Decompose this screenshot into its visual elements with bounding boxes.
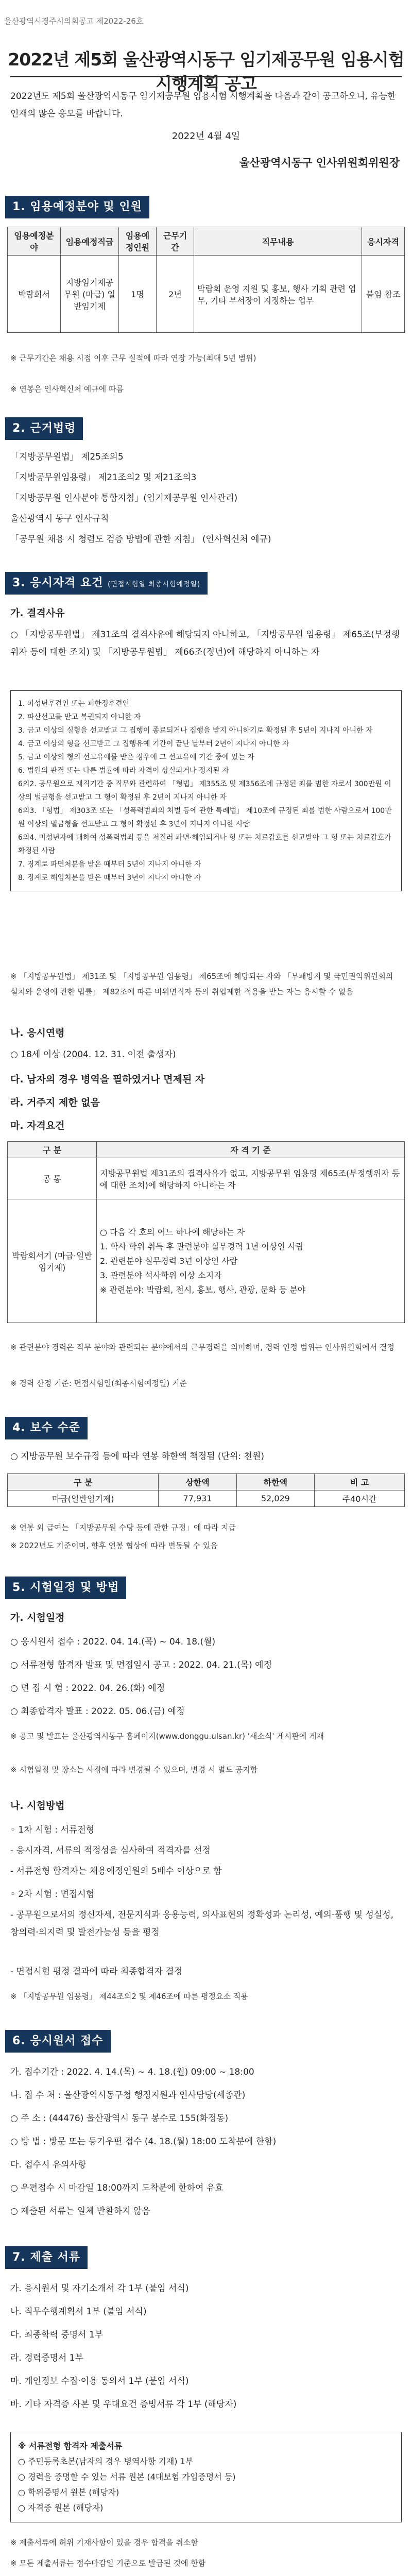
schedule-note: ※ 시험일정 및 장소는 사정에 따라 변경될 수 있으며, 변경 시 별도 공지함 bbox=[10, 1765, 258, 1774]
table-cell: 박람회서기 (마급·일반임기제) bbox=[8, 1199, 97, 1323]
document-note: ※ 모든 제출서류는 접수마감일 기준으로 발급된 것에 한함 bbox=[10, 2558, 206, 2568]
salary-note: ※ 2022년도 기준이며, 향후 연봉 협상에 따라 변동될 수 있음 bbox=[10, 1541, 218, 1550]
section-7-heading: 7. 제출 서류 bbox=[5, 2246, 88, 2269]
table-cell: 지방공무원법 제31조의 결격사유가 없고, 지방공무원 임용령 제65조(부정행위자 등에 대한 조치)에 해당하지 아니하는 자 bbox=[97, 1158, 405, 1199]
list-item: 5. 금고 이상의 형의 선고유예를 받은 경우에 그 선고유예 기간 중에 있는 자 bbox=[18, 753, 254, 761]
table-header-row bbox=[8, 1474, 405, 1490]
table-header-row bbox=[8, 227, 405, 256]
section-3-title: 3. 응시자격 요건 bbox=[12, 577, 104, 589]
schedule-note: ※ 공고 및 발표는 울산광역시동구 홈페이지(www.donggu.ulsan.kr) '새소식' 게시판에 게재 bbox=[10, 1732, 324, 1741]
table-row bbox=[8, 1158, 405, 1199]
list-item: 6의3. 「형법」 제303조 또는 「성폭력범죄의 처벌 등에 관한 특례법」 제10조에 규정된 죄를 범한 사람으로서 100만원 이상의 벌금형을 선고받고 그 형이 확정된 후 3년이 지나지 아니한 사람 bbox=[18, 807, 392, 828]
section-6-heading: 6. 응시원서 접수 bbox=[5, 2030, 111, 2053]
section-1-note: ※ 연봉은 인사혁신처 예규에 따름 bbox=[10, 384, 124, 394]
table-header: 근무기간 bbox=[157, 227, 194, 256]
list-item: 6의2. 공무원으로 재직기간 중 직무와 관련하여 「형법」 제355조 및 제356조에 규정된 죄를 범한 자로서 300만원 이상의 벌금형을 선고받고 그 형이 확정된 후 2년이 지나지 아니한 자 bbox=[18, 780, 391, 802]
method-item: - 면접시험 평정 결과에 따라 최종합격자 결정 bbox=[10, 1967, 183, 1977]
table-cell: 지방임기제공무원 (마급) 일반임기제 bbox=[61, 256, 119, 333]
document-item: 가. 응시원서 및 자기소개서 각 1부 (붙임 서식) bbox=[10, 2283, 189, 2294]
requirements-table bbox=[7, 1141, 405, 1323]
announcement-date: 2022년 4월 4일 bbox=[171, 131, 241, 142]
law-item: 울산광역시 동구 인사규칙 bbox=[10, 514, 109, 524]
table-cell: 붙임 참조 bbox=[362, 256, 405, 333]
method-item: - 응시자격, 서류의 적정성을 심사하여 적격자를 선정 bbox=[10, 1845, 211, 1856]
requirements-note: ※ 경력 산정 기준: 면접시험일(최종시험예정일) 기준 bbox=[10, 1379, 187, 1388]
section-1-note: ※ 근무기간은 채용 시점 이후 근무 실적에 따라 연장 가능(최대 5년 범위) bbox=[10, 353, 256, 363]
disqualification-list bbox=[10, 690, 402, 891]
subsection-title: 마. 자격요건 bbox=[10, 1120, 65, 1131]
requirements-note: ※ 관련분야 경력은 직무 분야와 관련되는 분야에서의 근무경력을 의미하며, 경력 인정 범위는 인사위원회에서 결정 bbox=[10, 1343, 394, 1352]
list-item: ○ 주민등록초본(남자의 경우 병역사항 기재) 1부 bbox=[18, 2456, 194, 2466]
table-header: 응시자격 bbox=[362, 227, 405, 256]
table-cell: 77,931 bbox=[159, 1490, 236, 1507]
age-requirement: ○ 18세 이상 (2004. 12. 31. 이전 출생자) bbox=[10, 1049, 176, 1060]
application-item: ○ 주 소 : (44476) 울산광역시 동구 봉수로 155(화정동) bbox=[10, 2113, 229, 2124]
method-item: ◦ 2차 시험 : 면접시험 bbox=[10, 1889, 95, 1900]
table-row bbox=[8, 1490, 405, 1507]
list-item: 3. 금고 이상의 실형을 선고받고 그 집행이 종료되거나 집행을 받지 아니하기로 확정된 후 5년이 지나지 아니한 자 bbox=[18, 726, 373, 735]
disqualification-note: ※ 「지방공무원법」 제31조 및 「지방공무원 임용령」 제65조에 해당되는 자와 「부패방지 및 국민권익위원회의 설치와 운영에 관한 법률」 제82조에 따른 비위면직자 등의 취업제한 적용을 받는 자는 응시할 수 없음 bbox=[10, 972, 393, 996]
table-cell: 주40시간 bbox=[315, 1490, 405, 1507]
table-cell: 박람회 운영 지원 및 홍보, 행사 기획 관련 업무, 기타 부서장이 지정하는 업무 bbox=[194, 256, 362, 333]
table-cell: 2년 bbox=[157, 256, 194, 333]
document-number: 울산광역시경주시의회공고 제2022-26호 bbox=[4, 16, 144, 26]
law-item: 「지방공무원임용령」 제21조의2 및 제21조의3 bbox=[10, 472, 197, 483]
table-header: 임용예정인원 bbox=[119, 227, 157, 256]
method-item: ◦ 1차 시험 : 서류전형 bbox=[10, 1825, 95, 1835]
table-header: 임용예정직급 bbox=[61, 227, 119, 256]
application-item: 나. 접 수 처 : 울산광역시동구청 행정지원과 인사담당(세종관) bbox=[10, 2090, 246, 2100]
table-header: 상한액 bbox=[159, 1474, 236, 1490]
application-item: 다. 접수시 유의사항 bbox=[10, 2160, 87, 2170]
salary-table bbox=[7, 1473, 405, 1507]
schedule-item: ○ 최종합격자 발표 : 2022. 05. 06.(금) 예정 bbox=[10, 1706, 185, 1717]
section-3-title-note: (면접시험일 최종시험예정일) bbox=[108, 581, 201, 588]
subsection-title: 라. 거주지 제한 없음 bbox=[10, 1097, 100, 1108]
table-cell: 마급(일반임기제) bbox=[8, 1490, 159, 1507]
section-5-heading: 5. 시험일정 및 방법 bbox=[5, 1577, 126, 1599]
document-item: 나. 직무수행계획서 1부 (붙임 서식) bbox=[10, 2307, 147, 2317]
section-3-heading bbox=[5, 572, 208, 595]
section-4-heading: 4. 보수 수준 bbox=[5, 1417, 88, 1439]
table-header-row bbox=[8, 1142, 405, 1158]
schedule-item: ○ 면 접 시 험 : 2022. 04. 26.(화) 예정 bbox=[10, 1683, 165, 1693]
schedule-item: ○ 응시원서 접수 : 2022. 04. 14.(목) ~ 04. 18.(월) bbox=[10, 1637, 216, 1647]
passed-applicant-documents-box bbox=[10, 2432, 402, 2522]
table-header: 비 고 bbox=[315, 1474, 405, 1490]
list-item: 7. 징계로 파면처분을 받은 때부터 5년이 지나지 아니한 자 bbox=[18, 860, 201, 869]
section-2-heading: 2. 근거법령 bbox=[5, 417, 83, 440]
page-title: 2022년 제5회 울산광역시동구 임기제공무원 임용시험 시행계획 공고 bbox=[8, 49, 404, 94]
law-item: 「지방공무원법」 제25조의5 bbox=[10, 452, 124, 462]
document-item: 라. 경력증명서 1부 bbox=[10, 2353, 83, 2363]
list-item: 6의4. 미성년자에 대하여 성폭력범죄 등을 저질러 파면·해임되거나 형 또는 치료감호를 선고받아 그 형 또는 치료감호가 확정된 사람 bbox=[18, 834, 391, 855]
table-header: 직무내용 bbox=[194, 227, 362, 256]
document-item: 다. 최종학력 증명서 1부 bbox=[10, 2330, 104, 2340]
method-note: ※ 「지방공무원 임용령」 제44조의2 및 제46조에 따른 평정요소 적용 bbox=[10, 1992, 248, 2001]
table-header: 구 분 bbox=[8, 1474, 159, 1490]
list-item: 6. 법원의 판결 또는 다른 법률에 따라 자격이 상실되거나 정지된 자 bbox=[18, 767, 229, 775]
list-item: ○ 자격증 원본 (해당자) bbox=[18, 2503, 104, 2513]
subsection-title: 가. 결격사유 bbox=[10, 607, 65, 619]
list-item: 8. 징계로 해임처분을 받은 때부터 3년이 지나지 아니한 자 bbox=[18, 874, 201, 882]
table-cell: 공 통 bbox=[8, 1158, 97, 1199]
table-cell: 박람회서 bbox=[8, 256, 61, 333]
title-divider bbox=[10, 76, 402, 77]
table-cell: 1명 bbox=[119, 256, 157, 333]
subsection-title: 가. 시험일정 bbox=[10, 1612, 65, 1623]
document-note: ※ 제출서류에 허위 기재사항이 있을 경우 합격을 취소함 bbox=[10, 2538, 198, 2547]
law-item: 「지방공무원 인사분야 통합지침」(임기제공무원 인사관리) bbox=[10, 493, 238, 503]
law-item: 「공무원 채용 시 청렴도 검증 방법에 관한 지침」 (인사혁신처 예규) bbox=[10, 534, 271, 545]
list-item: 2. 파산선고를 받고 복권되지 아니한 자 bbox=[18, 713, 141, 721]
method-item: - 서류전형 합격자는 채용예정인원의 5배수 이상으로 함 bbox=[10, 1866, 222, 1876]
table-cell: 52,029 bbox=[236, 1490, 314, 1507]
schedule-item: ○ 서류전형 합격자 발표 및 면접일시 공고 : 2022. 04. 21.(목) 예정 bbox=[10, 1660, 272, 1670]
document-item: 바. 기타 자격증 사본 및 우대요건 증빙서류 각 1부 (해당자) bbox=[10, 2399, 237, 2410]
positions-table bbox=[7, 227, 405, 333]
document-item: 마. 개인정보 수집·이용 동의서 1부 (붙임 서식) bbox=[10, 2376, 189, 2386]
list-item: ○ 경력을 증명할 수 있는 서류 원본 (4대보험 가입증명서 등) bbox=[18, 2472, 236, 2482]
application-item: ○ 우편접수 시 마감일 18:00까지 도착분에 한하여 유효 bbox=[10, 2183, 224, 2193]
method-item: - 공무원으로서의 정신자세, 전문지식과 응용능력, 의사표현의 정확성과 논리성, 예의·품행 및 성실성, 창의력·의지력 및 발전가능성 등을 평정 bbox=[10, 1910, 394, 1938]
section-1-heading: 1. 임용예정분야 및 인원 bbox=[5, 196, 149, 218]
table-row bbox=[8, 256, 405, 333]
list-item: 1. 피성년후견인 또는 피한정후견인 bbox=[18, 700, 130, 708]
list-item: 4. 금고 이상의 형을 선고받고 그 집행유예 기간이 끝난 날부터 2년이 지나지 아니한 자 bbox=[18, 740, 289, 748]
table-header: 구 분 bbox=[8, 1142, 97, 1158]
subsection-title: 나. 응시연령 bbox=[10, 1027, 65, 1039]
table-header: 임용예정분야 bbox=[8, 227, 61, 256]
disqualification-text: ○ 「지방공무원법」 제31조의 결격사유에 해당되지 아니하고, 「지방공무원 임용령」 제65조(부정행위자 등에 대한 조치) 및 「지방공무원법」 제66조(정년)에 해당하지 아니하는 자 bbox=[10, 630, 400, 657]
application-item: 가. 접수기간 : 2022. 4. 14.(목) ~ 4. 18.(월) 09:00 ~ 18:00 bbox=[10, 2067, 254, 2077]
table-row bbox=[8, 1199, 405, 1323]
salary-note: ※ 연봉 외 급여는 「지방공무원 수당 등에 관한 규정」에 따라 지급 bbox=[10, 1523, 236, 1532]
salary-text: ○ 지방공무원 보수규정 등에 따라 연봉 하한액 책정됨 (단위: 천원) bbox=[10, 1451, 265, 1462]
issuing-organization: 울산광역시동구 인사위원회위원장 bbox=[239, 157, 400, 169]
list-item: ○ 학위증명서 원본 (해당자) bbox=[18, 2487, 119, 2497]
table-cell: ○ 다음 각 호의 어느 하나에 해당하는 자 1. 학사 학위 취득 후 관련분야 실무경력 1년 이상인 사람 2. 관련분야 실무경력 3년 이상인 사람 3. 관련분야 석사학위 이상 소지자 ※ 관련분야: 박람회, 전시, 홍보, 행사, 관광, 문화 등 분야 bbox=[97, 1199, 405, 1323]
subsection-title: 다. 남자의 경우 병역을 필하였거나 면제된 자 bbox=[10, 1074, 205, 1085]
table-header: 자 격 기 준 bbox=[97, 1142, 405, 1158]
application-item: ○ 방 법 : 방문 또는 등기우편 접수 (4. 18.(월) 18:00 도착분에 한함) bbox=[10, 2137, 277, 2147]
table-header: 하한액 bbox=[236, 1474, 314, 1490]
box-title: ※ 서류전형 합격자 제출서류 bbox=[18, 2441, 123, 2451]
application-item: ○ 제출된 서류는 일체 반환하지 않음 bbox=[10, 2206, 150, 2216]
subsection-title: 나. 시험방법 bbox=[10, 1800, 65, 1811]
intro-paragraph: 2022년도 제5회 울산광역시동구 임기제공무원 임용시험 시행계획을 다음과 같이 공고하오니, 유능한 인재의 많은 응모를 바랍니다. bbox=[10, 91, 396, 119]
